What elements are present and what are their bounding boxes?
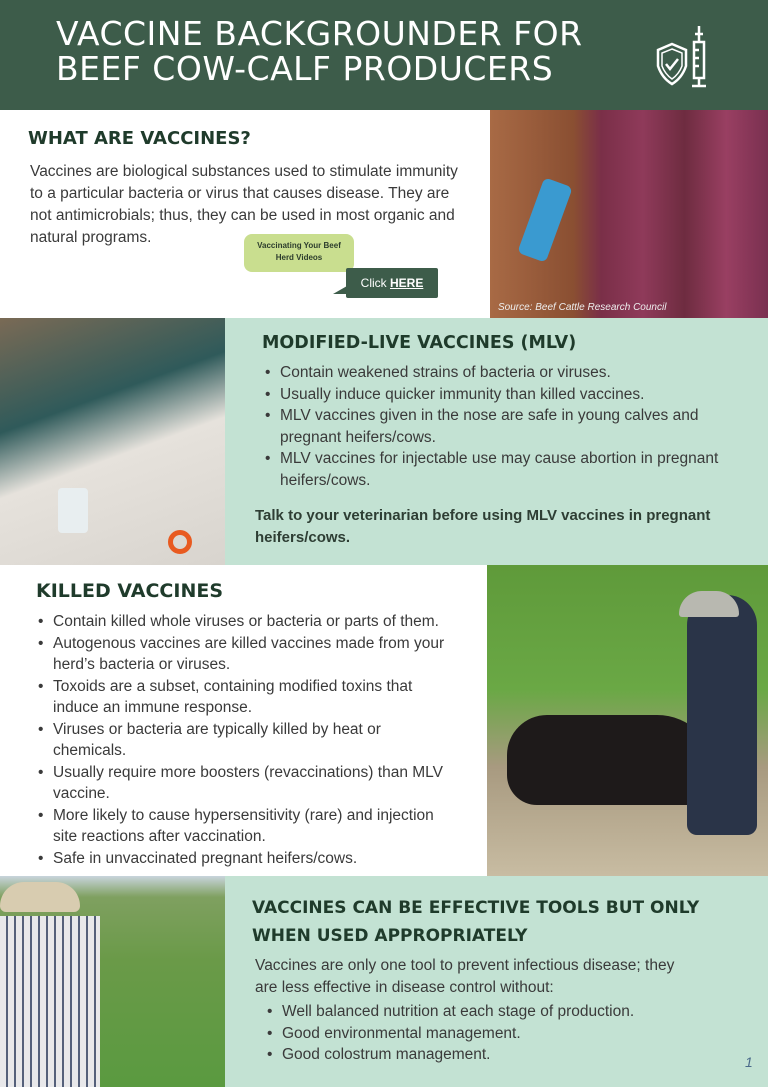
shield-syringe-icon [652,22,714,88]
list-item: • MLV vaccines given in the nose are safe in young calves and pregnant heifers/cows. [263,405,733,448]
list-item: • Viruses or bacteria are typically killed by heat or chemicals. [36,719,456,762]
what-body: Vaccines are biological substances used to stimulate immunity to a particular bacteria or virus that causes disease. They are not antimicrobials; thus, they can be used in most organic and natural programs. [30,163,458,246]
vial-cap [168,530,192,554]
effective-heading [252,894,699,950]
effective-section [225,876,768,1087]
cow-vaccination-photo [490,110,768,318]
click-prefix: Click [360,276,390,290]
heading-line-1: VACCINES CAN BE EFFECTIVE TOOLS BUT ONLY [252,898,700,918]
here-link[interactable]: HERE [390,276,424,290]
cowboy-hat [0,882,80,912]
list-item: • Toxoids are a subset, containing modified toxins that induce an immune response. [36,676,456,719]
person [687,595,757,835]
calf [507,715,717,805]
videos-bubble: Vaccinating Your Beef Herd Videos [244,234,354,272]
photo-caption: Source: Beef Cattle Research Council [498,302,667,313]
killed-list [36,611,456,869]
effective-body: Vaccines are only one tool to prevent infectious disease; they are less effective in disease control without: [255,957,675,996]
list-item: • Usually require more boosters (revaccinations) than MLV vaccine. [36,762,456,805]
list-item: • Safe in unvaccinated pregnant heifers/cows. [36,848,456,870]
page-number: 1 [745,1054,753,1070]
rancher [0,916,100,1087]
title-line-1: VACCINE BACKGROUNDER FOR [56,14,583,53]
mlv-section [225,318,768,565]
vial-photo [0,318,225,565]
list-item: • Good environmental management. [265,1023,725,1045]
header-banner [0,0,768,110]
list-item: • Autogenous vaccines are killed vaccines made from your herd’s bacteria or viruses. [36,633,456,676]
mlv-list [263,362,733,491]
heading-line-2: WHEN USED APPROPRIATELY [252,926,528,946]
title-line-2: BEEF COW-CALF PRODUCERS [56,49,554,88]
cap [679,591,739,617]
list-item: • Usually induce quicker immunity than killed vaccines. [263,384,733,406]
page-title [56,16,583,86]
list-item: • Contain weakened strains of bacteria or viruses. [263,362,733,384]
syringe-gun [517,177,573,262]
mlv-note: Talk to your veterinarian before using MLV vaccines in pregnant heifers/cows. [255,507,711,546]
killed-heading: KILLED VACCINES [36,580,224,602]
rancher-photo [0,876,225,1087]
what-heading: WHAT ARE VACCINES? [28,128,251,149]
mlv-heading: MODIFIED-LIVE VACCINES (MLV) [262,333,577,353]
bubble-tail [333,286,347,294]
list-item: • Contain killed whole viruses or bacteria or parts of them. [36,611,456,633]
effective-list [265,1001,725,1066]
click-here-button[interactable] [346,268,438,298]
vial [58,488,88,533]
list-item: • Good colostrum management. [265,1044,725,1066]
list-item: • More likely to cause hypersensitivity (rare) and injection site reactions after vaccination. [36,805,456,848]
list-item: • Well balanced nutrition at each stage of production. [265,1001,725,1023]
list-item: • MLV vaccines for injectable use may cause abortion in pregnant heifers/cows. [263,448,733,491]
calf-vaccination-photo [487,565,768,876]
